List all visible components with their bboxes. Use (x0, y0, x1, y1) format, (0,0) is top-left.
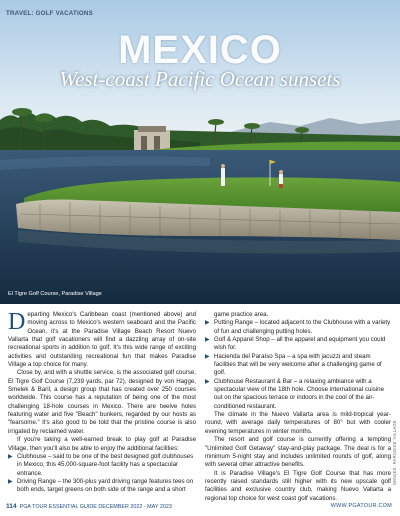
article-paragraph: It is Paradise Village's El Tigre Golf Course that has more recently raised standards still higher with its new upscale golf facilities and exclusive country club, making Nuevo Vallarta a regional top choice for west coast golf vacations. (205, 469, 391, 502)
list-item (8, 453, 196, 478)
article-left-column (8, 311, 196, 495)
article-paragraph: Close by, and with a shuttle service, is the associated golf course, El Tigre Golf Course (7,239 yards, par 72), designed by von Hagge, Smelek & Baril, a design group that has created over 250 courses worldwide. This course has a reputation of being one of the most challenging 18-hole courses in Mexico. There are twelve holes featuring water and five "Beach" bunkers, regarded by our hosts as "fearsome." It's also good to be told that the pristine course is also irrigated by reclaimed water. (8, 369, 196, 435)
dropcap-letter: D (8, 309, 26, 335)
list-item (8, 478, 196, 495)
article-paragraph: The climate in the Nuevo Vallarta area is mild-tropical year-round, with average daily temperatures of 80° but with cooler evening temperatures in winter months. (205, 411, 391, 435)
bullet-arrow-icon: ▶ (205, 378, 210, 385)
publication-name: PGA TOUR ESSENTIAL GUIDE DECEMBER 2022 - MAY 2023 (19, 504, 172, 510)
bullet-arrow-icon: ▶ (205, 337, 210, 344)
list-item-text: Clubhouse Restaurant & Bar – a relaxing ambiance with a spectacular view of the 18th hole. Choose international cuisine out on the spacious terrace or indoors in the cool of the air-conditioned restaurant. (214, 377, 384, 410)
list-item (205, 336, 391, 353)
bullet-arrow-icon: ▶ (205, 320, 210, 327)
page-subtitle: West-coast Pacific Ocean sunsets (59, 67, 341, 91)
list-item-text: Driving Range – the 300-plus yard driving range features tees on both ends, target greens on both side of the range and a short (17, 477, 194, 494)
list-item-text: Golf & Apparel Shop – all the apparel and equipment you could wish for. (214, 336, 386, 352)
bullet-arrow-icon: ▶ (8, 478, 13, 485)
page-title: MEXICO (118, 28, 282, 72)
list-item-continuation: game practice area. (214, 311, 269, 318)
article-paragraph-intro (8, 311, 196, 369)
article-right-column (205, 311, 391, 503)
list-item (205, 353, 391, 378)
footer-publication (6, 503, 172, 510)
article-paragraph: The resort and golf course is currently offering a tempting "Unlimited Golf Getaway" stay-and-play package. The deal is for a minimum 5-night stay and includes unlimited rounds of golf, along with several other attractive benefits. (205, 436, 391, 469)
list-item-text: Clubhouse – said to be one of the best designed golf clubhouses in Mexico, this 45,000-square-foot facility has a spectacular entrance. (17, 452, 194, 477)
section-label: TRAVEL: GOLF VACATIONS (6, 10, 93, 17)
footer-website-link[interactable]: WWW.PGATOUR.COM (330, 503, 392, 509)
facilities-list-continued (205, 319, 391, 411)
list-item (205, 319, 391, 336)
facilities-list (8, 453, 196, 495)
list-item (205, 378, 391, 411)
list-item-text: Hacienda del Paraíso Spa – a spa with jacuzzi and steam facilities that will be very welcome after a challenging game of golf. (214, 352, 382, 377)
photo-credit: IMAGES: PARADISE VILLAGE (392, 420, 397, 486)
paragraph-text: eparting Mexico's Caribbean coast (mentioned above) and moving across to Mexico's western seaboard and the Pacific Ocean, it's at the Paradise Village Beach Resort Nuevo Vallarta that golf vacationers will find a dazzling array of on-site recreational sports in addition to golf. It's this wide range of exciting activities and outstanding recreational fun that makes Paradise Village a top choice for many. (8, 311, 196, 369)
bullet-arrow-icon: ▶ (205, 353, 210, 360)
list-item-text: Putting Range – located adjacent to the Clubhouse with a variety of fun and challenging putting holes. (214, 319, 391, 335)
article-paragraph: If you're taking a well-earned break to play golf at Paradise Village, then you'll also be able to enjoy the additional facilities: (8, 436, 196, 452)
page-number: 114 (6, 503, 17, 510)
photo-caption: El Tigre Golf Course, Paradise Village (8, 291, 102, 297)
bullet-arrow-icon: ▶ (8, 453, 13, 460)
